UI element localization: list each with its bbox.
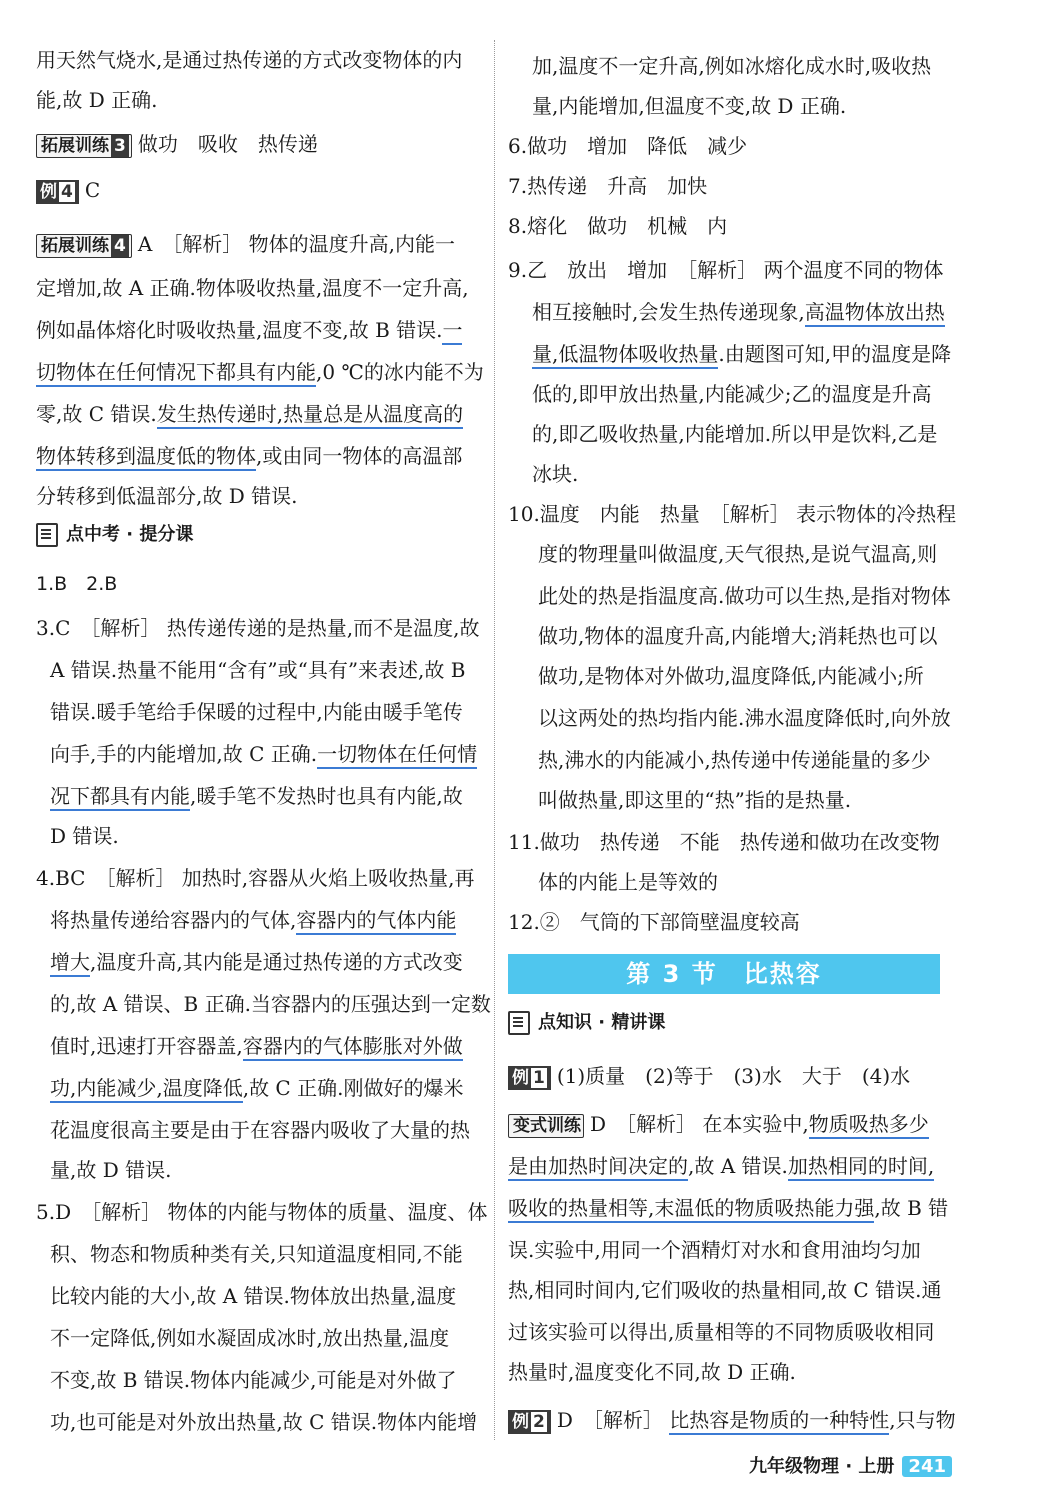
text-line: 9.乙 放出 增加 ［解析］ 两个温度不同的物体 [508, 258, 944, 282]
extension-tag: 拓展训练 4 [36, 234, 132, 258]
text-line: 11.做功 热传递 不能 热传递和做功在改变物 [508, 830, 940, 854]
variant-training: 变式训练 D ［解析］ 在本实验中,物质吸热多少 [508, 1104, 929, 1144]
text-line: 增大,温度升高,其内能是通过热传递的方式改变 [50, 942, 463, 982]
example-4: 例 4 C [36, 170, 100, 210]
text-line: 吸收的热量相等,末温低的物质吸热能力强,故 B 错 [508, 1188, 948, 1228]
text-line: 热,沸水的内能减小,热传递中传递能量的多少 [538, 748, 931, 772]
book-title: 九年级物理 · 上册 [749, 1456, 895, 1477]
text-line: 以这两处的热均指内能.沸水温度降低时,向外放 [538, 706, 951, 730]
answer-12: 12.② 气筒的下部筒壁温度较高 [508, 910, 800, 934]
book-icon [508, 1011, 530, 1035]
text-line: 是由加热时间决定的,故 A 错误.加热相同的时间, [508, 1146, 934, 1186]
text-line: 过该实验可以得出,质量相等的不同物质吸收相同 [508, 1320, 935, 1344]
answers-1-2: 1.B 2.B [36, 573, 118, 595]
text-line: 热量时,温度变化不同,故 D 正确. [508, 1360, 796, 1384]
text-line: D 错误. [50, 824, 119, 848]
text-line: 向手,手的内能增加,故 C 正确.一切物体在任何情 [50, 734, 477, 774]
extension-tag: 拓展训练 3 [36, 134, 132, 158]
extension-training-4: 拓展训练 4 A ［解析］ 物体的温度升高,内能一 [36, 224, 455, 264]
text-line: 积、物态和物质种类有关,只知道温度相同,不能 [50, 1242, 463, 1266]
text-line: 比较内能的大小,故 A 错误.物体放出热量,温度 [50, 1284, 457, 1308]
text-line: 3.C ［解析］ 热传递传递的是热量,而不是温度,故 [36, 616, 480, 640]
text-line: 不变,故 B 错误.物体内能减少,可能是对外做了 [50, 1368, 457, 1392]
text-line: 量,低温物体吸收热量.由题图可知,甲的温度是降 [532, 334, 951, 374]
variant-tag: 变式训练 [508, 1114, 584, 1138]
section-heading-knowledge: 点知识 · 精讲课 [508, 1008, 665, 1038]
text-line: 量,内能增加,但温度不变,故 D 正确. [532, 94, 847, 118]
text-line: 的,即乙吸收热量,内能增加.所以甲是饮料,乙是 [532, 422, 938, 446]
text-line: 况下都具有内能,暖手笔不发热时也具有内能,故 [50, 776, 463, 816]
text-line: 热,相同时间内,它们吸收的热量相同,故 C 错误.通 [508, 1278, 942, 1302]
text-line: 将热量传递给容器内的气体,容器内的气体内能 [50, 900, 456, 940]
column-divider [494, 40, 495, 1440]
text-line: 叫做热量,即这里的“热”指的是热量. [538, 788, 852, 812]
text-line: 值时,迅速打开容器盖,容器内的气体膨胀对外做 [50, 1026, 463, 1066]
example-1: 例 1 (1)质量 (2)等于 (3)水 大于 (4)水 [508, 1056, 910, 1096]
text-line: 分转移到低温部分,故 D 错误. [36, 484, 298, 508]
page-number: 241 [902, 1456, 952, 1477]
notebook-icon [36, 523, 58, 547]
text-line: 此处的热是指温度高.做功可以生热,是指对物体 [538, 584, 951, 608]
example-2: 例 2 D ［解析］ 比热容是物质的一种特性,只与物 [508, 1400, 956, 1440]
section-heading-exam: 点中考 · 提分课 [36, 520, 193, 550]
text-line: 10.温度 内能 热量 ［解析］ 表示物体的冷热程 [508, 502, 957, 526]
text-line: 功,也可能是对外放出热量,故 C 错误.物体内能增 [50, 1410, 478, 1434]
text-line: 用天然气烧水,是通过热传递的方式改变物体的内 [36, 48, 463, 72]
text-line: 能,故 D 正确. [36, 88, 158, 112]
text-line: 体的内能上是等效的 [538, 870, 718, 894]
text-line: 物体转移到温度低的物体,或由同一物体的高温部 [36, 436, 462, 476]
text-line: 功,内能减少,温度降低,故 C 正确.刚做好的爆米 [50, 1068, 463, 1108]
text-line: 做功,是物体对外做功,温度降低,内能减小;所 [538, 664, 924, 688]
text-line: 相互接触时,会发生热传递现象,高温物体放出热 [532, 292, 945, 332]
example-tag: 例 2 [508, 1410, 551, 1434]
answer-8: 8.熔化 做功 机械 内 [508, 214, 728, 238]
extension-training-3: 拓展训练 3 做功 吸收 热传递 [36, 124, 318, 164]
text-line: 冰块. [532, 462, 579, 486]
answer-6: 6.做功 增加 降低 减少 [508, 134, 748, 158]
text-line: 5.D ［解析］ 物体的内能与物体的质量、温度、体 [36, 1200, 488, 1224]
text-line: 加,温度不一定升高,例如冰熔化成水时,吸收热 [532, 54, 932, 78]
section-banner: 第 3 节 比热容 [508, 954, 940, 994]
text-line: 的,故 A 错误、B 正确.当容器内的压强达到一定数 [50, 992, 491, 1016]
text-line: 误.实验中,用同一个酒精灯对水和食用油均匀加 [508, 1238, 921, 1262]
example-tag: 例 1 [508, 1066, 551, 1090]
text-line: 做功,物体的温度升高,内能增大;消耗热也可以 [538, 624, 938, 648]
text-line: 度的物理量叫做温度,天气很热,是说气温高,则 [538, 542, 938, 566]
text-line: 4.BC ［解析］ 加热时,容器从火焰上吸收热量,再 [36, 866, 475, 890]
text-line: 定增加,故 A 正确.物体吸收热量,温度不一定升高, [36, 276, 469, 300]
text-line: 花温度很高主要是由于在容器内吸收了大量的热 [50, 1118, 470, 1142]
text-line: 零,故 C 错误.发生热传递时,热量总是从温度高的 [36, 394, 463, 434]
text-line: 不一定降低,例如水凝固成冰时,放出热量,温度 [50, 1326, 450, 1350]
text-line: 错误.暖手笔给手保暖的过程中,内能由暖手笔传 [50, 700, 463, 724]
text-line: A 错误.热量不能用“含有”或“具有”来表述,故 B [50, 658, 466, 682]
example-tag: 例 4 [36, 180, 79, 204]
answer-7: 7.热传递 升高 加快 [508, 174, 708, 198]
page-footer [749, 1452, 952, 1478]
text-line: 量,故 D 错误. [50, 1158, 172, 1182]
text-line: 例如晶体熔化时吸收热量,温度不变,故 B 错误.一 [36, 310, 462, 350]
text-line: 低的,即甲放出热量,内能减少;乙的温度是升高 [532, 382, 932, 406]
text-line: 切物体在任何情况下都具有内能,0 ℃的冰内能不为 [36, 352, 484, 392]
